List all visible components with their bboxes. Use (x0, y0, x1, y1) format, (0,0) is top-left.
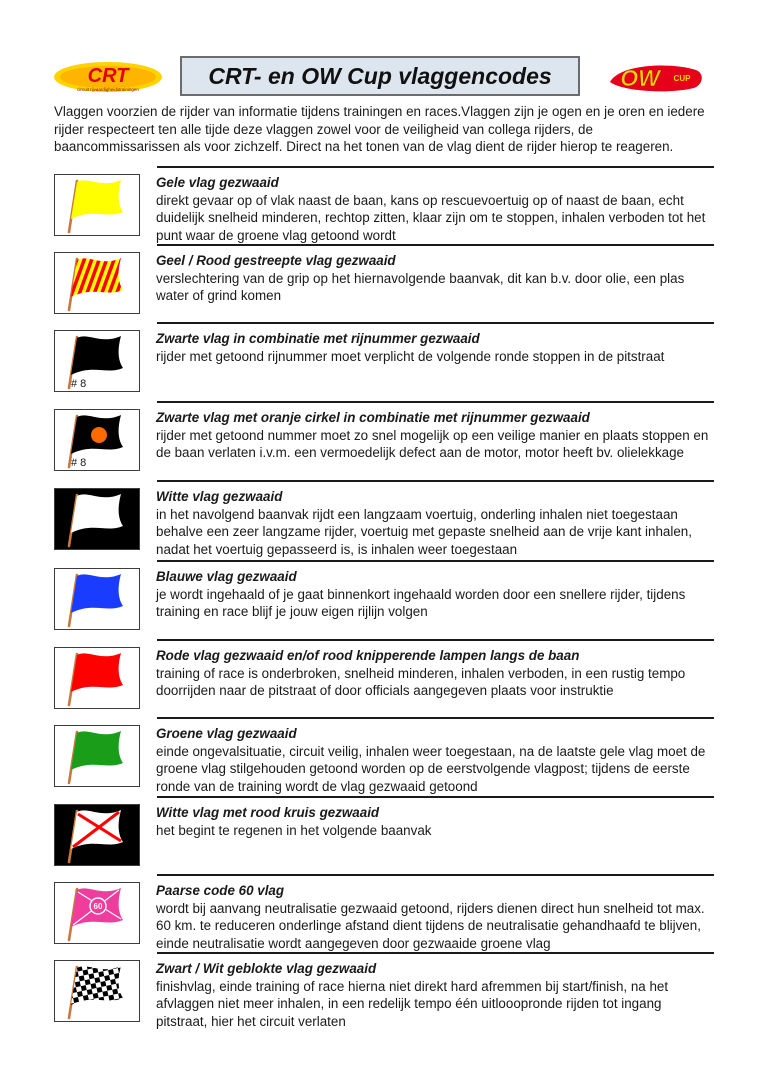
flag-row-white (54, 480, 714, 557)
svg-text:circuit rijvaardigheidstrainin: circuit rijvaardigheidstrainingen (77, 87, 139, 92)
blue-flag-icon (54, 568, 140, 630)
flag-row-checkered (54, 952, 714, 1029)
flag-title: Paarse code 60 vlag (156, 883, 285, 898)
svg-text:CRT: CRT (87, 65, 129, 87)
rider-number-tag: # 8 (71, 457, 87, 469)
rider-number-tag: # 8 (71, 378, 87, 390)
flag-description: direkt gevaar op of vlak naast de baan, kans op rescuevoertuig op of naast de baan, echt duidelijk snelheid minderen, rechtop zitten, klaar zijn om te stoppen, inhalen verboden tot het punt waar de groene vlag getoond wordt (156, 192, 706, 243)
flag-title: Zwarte vlag met oranje cirkel in combinatie met rijnummer gezwaaid (156, 410, 590, 425)
flag-description: einde ongevalsituatie, circuit veilig, inhalen weer toegestaan, na de laatste gele vlag moet de groene vlag stilgehouden getoond worden op de eerstvolgende vlagpost; tijdens de eerste ronde van de training wordt de vlag gezwaaid getoond (156, 743, 706, 794)
divider (157, 322, 714, 324)
flag-title: Groene vlag gezwaaid (156, 726, 297, 741)
divider (157, 166, 714, 168)
white-flag-icon (54, 488, 140, 550)
divider (157, 717, 714, 719)
flag-title: Zwarte vlag in combinatie met rijnummer gezwaaid (156, 331, 480, 346)
flag-description: training of race is onderbroken, snelheid minderen, inhalen verboden, in een rustig tempo doorrijden naar de pitstraat of door officials aangegeven plaats voor instruktie (156, 665, 686, 698)
black-flag-icon (54, 330, 140, 392)
flag-description: rijder met getoond nummer moet zo snel mogelijk op een veilige manier en plaats stoppen en de baan verlaten i.v.m. een vermoedelijk defect aan de motor, motor heeft bv. olielekkage (156, 427, 709, 460)
purple-code-60-flag-icon (54, 882, 140, 944)
page-title: CRT- en OW Cup vlaggencodes (180, 56, 580, 96)
flag-row-code-60 (54, 874, 714, 951)
flag-row-black-orange (54, 401, 714, 471)
white-red-cross-flag-icon (54, 804, 140, 866)
flag-title: Zwart / Wit geblokte vlag gezwaaid (156, 961, 377, 976)
flag-description: in het navolgend baanvak rijdt een langzaam voertuig, onderling inhalen niet toegestaan behalve een zeer langzame rijder, voertuig met gepaste snelheid aan de vrije kant inhalen, nadat het voertuig gepasseerd is, is inhalen weer toegestaan (156, 506, 692, 557)
flag-description: je wordt ingehaald of je gaat binnenkort ingehaald worden door een snellere rijder, tijdens training en race blijf je jouw eigen rijlijn volgen (156, 586, 686, 619)
flag-row-blue (54, 560, 714, 630)
flag-description: rijder met getoond rijnummer moet verplicht de volgende ronde stoppen in de pitstraat (156, 348, 665, 364)
divider (157, 952, 714, 954)
flag-title: Witte vlag met rood kruis gezwaaid (156, 805, 380, 820)
flag-title: Gele vlag gezwaaid (156, 175, 279, 190)
divider (157, 401, 714, 403)
svg-text:CUP: CUP (673, 74, 691, 83)
divider (157, 874, 714, 876)
flag-title: Geel / Rood gestreepte vlag gezwaaid (156, 253, 396, 268)
flag-row-yellow (54, 166, 714, 243)
green-flag-icon (54, 725, 140, 787)
red-flag-icon (54, 647, 140, 709)
flag-title: Witte vlag gezwaaid (156, 489, 283, 504)
divider (157, 560, 714, 562)
crt-logo (52, 60, 164, 94)
yellow-flag-icon (54, 174, 140, 236)
checkered-flag-icon (54, 960, 140, 1022)
divider (157, 244, 714, 246)
svg-text:60: 60 (93, 902, 103, 911)
flag-row-white-red-cross (54, 796, 714, 866)
flag-description: het begint te regenen in het volgende baanvak (156, 822, 432, 838)
flag-row-green (54, 717, 714, 794)
flag-title: Blauwe vlag gezwaaid (156, 569, 297, 584)
flag-description: wordt bij aanvang neutralisatie gezwaaid getoond, rijders dienen direct hun snelheid tot max. 60 km. te reduceren onderlinge afstand dient tijdens de neutralisatie gehandhaafd te blijven, einde neutralisatie wordt aangegeven door gezwaaide groene vlag (156, 900, 705, 951)
flag-description: finishvlag, einde training of race hierna niet direkt hard afremmen bij start/finish, na het afvlaggen niet meer inhalen, in een redelijk tempo één uitlooopronde rijden tot ingang pitstraat, hier het circuit verlaten (156, 978, 669, 1029)
flag-title: Rode vlag gezwaaid en/of rood knipperende lampen langs de baan (156, 648, 580, 663)
striped-flag-icon (54, 252, 140, 314)
ow-cup-logo (600, 60, 708, 94)
flag-row-red (54, 639, 714, 709)
divider (157, 639, 714, 641)
intro-text: Vlaggen voorzien de rijder van informatie tijdens trainingen en races.Vlaggen zijn je ogen en je oren en iedere rijder respecteert ten alle tijde deze vlaggen zowel voor de veiligheid van collega rijders, de baancommissarissen als voor zichzelf. Direct na het tonen van de vlag dient de rijder hierop te reageren. (54, 104, 705, 154)
svg-text:OW: OW (620, 65, 660, 91)
divider (157, 796, 714, 798)
flag-row-black (54, 322, 714, 392)
divider (157, 480, 714, 482)
black-orange-disc-flag-icon (54, 409, 140, 471)
flag-row-striped (54, 244, 714, 314)
flag-description: verslechtering van de grip op het hiernavolgende baanvak, dit kan b.v. door olie, een plas water of grind komen (156, 270, 685, 303)
